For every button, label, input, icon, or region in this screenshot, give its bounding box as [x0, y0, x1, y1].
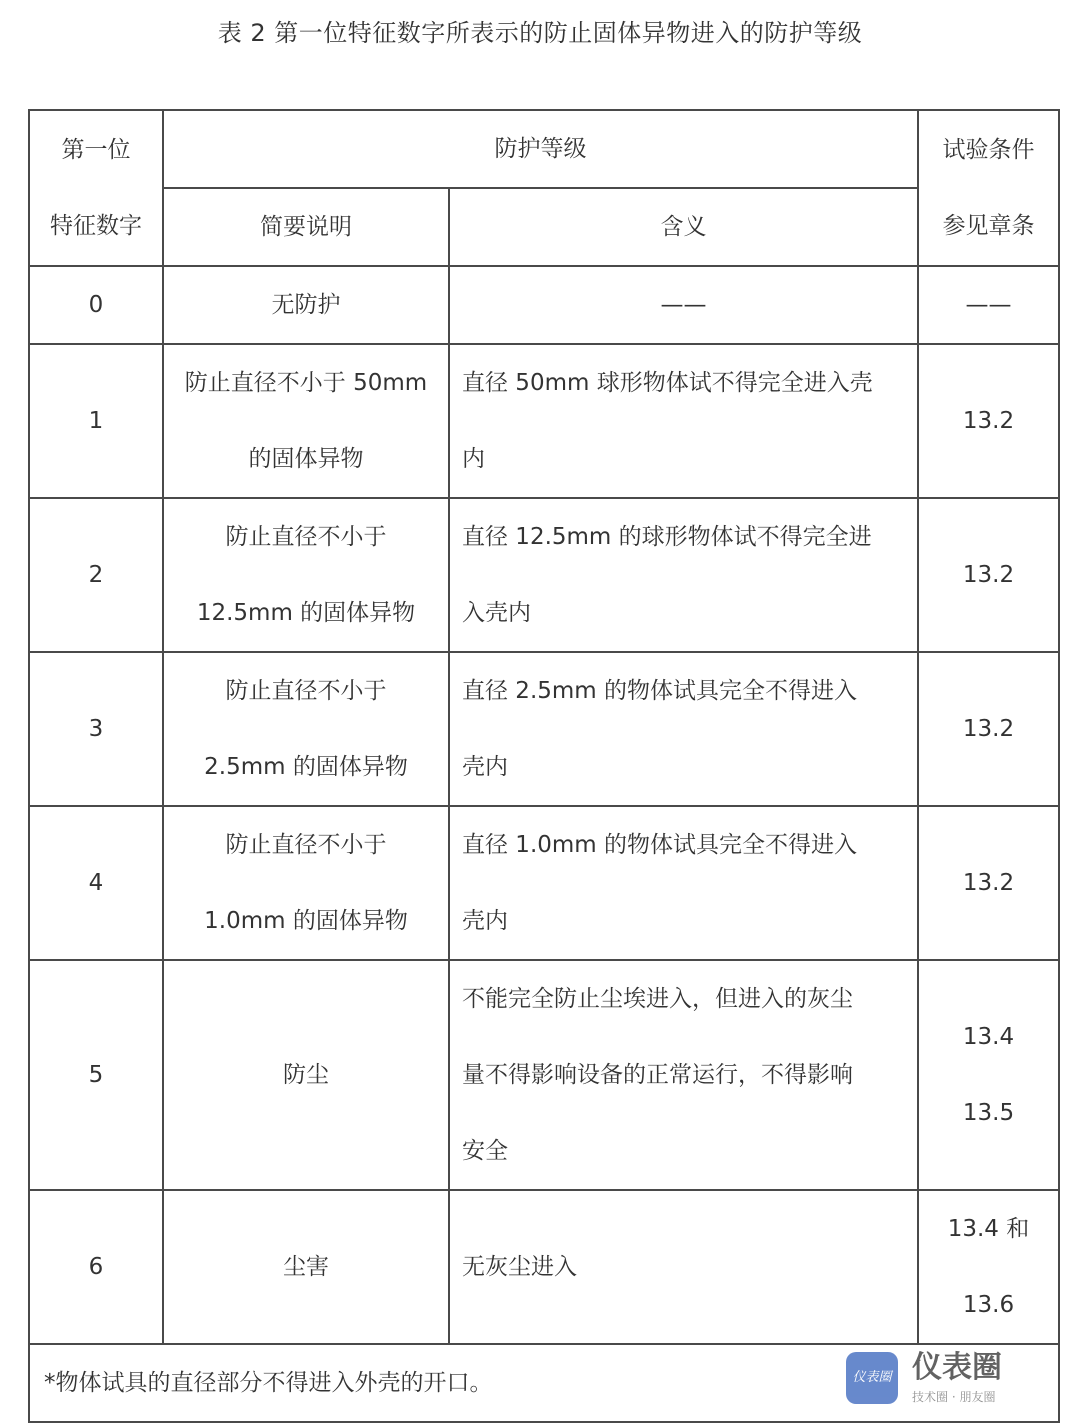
meaning-cell — [449, 266, 918, 344]
watermark-badge-icon: 仪表圈 — [846, 1352, 898, 1404]
table-row — [29, 960, 1059, 1190]
meaning-line: 安全 — [462, 1138, 508, 1164]
header-first-digit — [29, 110, 163, 266]
table-row — [29, 806, 1059, 960]
footnote: *物体试具的直径部分不得进入外壳的开口。 — [29, 1344, 1059, 1422]
clause-cell — [918, 344, 1059, 498]
brief-cell — [163, 344, 449, 498]
meaning-line: 入壳内 — [462, 600, 531, 626]
header-test-clause — [918, 110, 1059, 266]
digit-cell: 6 — [29, 1190, 163, 1344]
meaning-cell — [449, 652, 918, 806]
meaning-cell — [449, 344, 918, 498]
meaning-line: 壳内 — [462, 908, 508, 934]
meaning-line: 直径 50mm 球形物体试不得完全进入壳 — [462, 370, 873, 396]
clause-line: 13.2 — [962, 870, 1015, 896]
table-row — [29, 498, 1059, 652]
brief-line: 12.5mm 的固体异物 — [196, 600, 416, 626]
clause-cell — [918, 652, 1059, 806]
brief-line: 防止直径不小于 — [225, 678, 387, 704]
clause-line: 13.2 — [962, 408, 1015, 434]
clause-line: 13.4 — [962, 1024, 1015, 1050]
brief-cell — [163, 498, 449, 652]
brief-line: 防尘 — [283, 1062, 329, 1088]
digit-cell: 4 — [29, 806, 163, 960]
table-row — [29, 1190, 1059, 1344]
watermark-logo — [846, 1349, 1046, 1409]
header-brief-description: 简要说明 — [163, 188, 449, 266]
clause-line: 13.2 — [962, 716, 1015, 742]
header-row-2 — [29, 188, 1059, 266]
meaning-line: —— — [660, 292, 707, 318]
table-row — [29, 344, 1059, 498]
digit-cell: 1 — [29, 344, 163, 498]
protection-level-table — [28, 109, 1060, 1423]
clause-cell — [918, 498, 1059, 652]
brief-cell — [163, 652, 449, 806]
meaning-cell — [449, 960, 918, 1190]
digit-cell: 0 — [29, 266, 163, 344]
meaning-cell — [449, 498, 918, 652]
brief-line: 2.5mm 的固体异物 — [204, 754, 408, 780]
brief-line: 防止直径不小于 50mm — [184, 370, 428, 396]
header-meaning: 含义 — [449, 188, 918, 266]
table-title: 表 2 第一位特征数字所表示的防止固体异物进入的防护等级 — [217, 19, 863, 47]
meaning-line: 不能完全防止尘埃进入，但进入的灰尘 — [462, 986, 853, 1012]
brief-cell — [163, 806, 449, 960]
clause-line: 13.4 和 — [947, 1216, 1030, 1242]
digit-cell: 2 — [29, 498, 163, 652]
brief-line: 防止直径不小于 — [225, 524, 387, 550]
brief-line: 尘害 — [283, 1254, 329, 1280]
table-row — [29, 652, 1059, 806]
meaning-line: 直径 12.5mm 的球形物体试不得完全进 — [462, 524, 872, 550]
brief-cell — [163, 266, 449, 344]
clause-line: 13.6 — [962, 1292, 1015, 1318]
digit-cell: 3 — [29, 652, 163, 806]
brief-line: 无防护 — [271, 292, 341, 318]
meaning-line: 无灰尘进入 — [462, 1254, 577, 1280]
header-row-1 — [29, 110, 1059, 188]
brief-cell — [163, 960, 449, 1190]
brief-line: 防止直径不小于 — [225, 832, 387, 858]
table-row — [29, 266, 1059, 344]
meaning-line: 壳内 — [462, 754, 508, 780]
brief-line: 的固体异物 — [248, 446, 364, 472]
clause-cell — [918, 1190, 1059, 1344]
meaning-line: 直径 2.5mm 的物体试具完全不得进入 — [462, 678, 858, 704]
header-test-clause-line-2: 参见章条 — [942, 213, 1035, 239]
meaning-cell — [449, 1190, 918, 1344]
clause-cell — [918, 806, 1059, 960]
header-test-clause-line-1: 试验条件 — [942, 137, 1035, 163]
watermark-subtitle: 技术圈 · 朋友圈 — [912, 1390, 996, 1404]
meaning-cell — [449, 806, 918, 960]
brief-line: 1.0mm 的固体异物 — [204, 908, 408, 934]
watermark-title: 仪表圈 — [912, 1350, 1002, 1385]
meaning-line: 内 — [462, 446, 485, 472]
clause-cell — [918, 960, 1059, 1190]
brief-cell — [163, 1190, 449, 1344]
header-first-digit-line-1: 第一位 — [61, 137, 131, 163]
header-protection-level: 防护等级 — [163, 110, 918, 188]
meaning-line: 量不得影响设备的正常运行，不得影响 — [462, 1062, 853, 1088]
header-first-digit-line-2: 特征数字 — [50, 213, 142, 239]
digit-cell: 5 — [29, 960, 163, 1190]
clause-line: 13.5 — [962, 1100, 1015, 1126]
clause-line: 13.2 — [962, 562, 1015, 588]
clause-line: —— — [965, 292, 1012, 318]
meaning-line: 直径 1.0mm 的物体试具完全不得进入 — [462, 832, 858, 858]
clause-cell — [918, 266, 1059, 344]
